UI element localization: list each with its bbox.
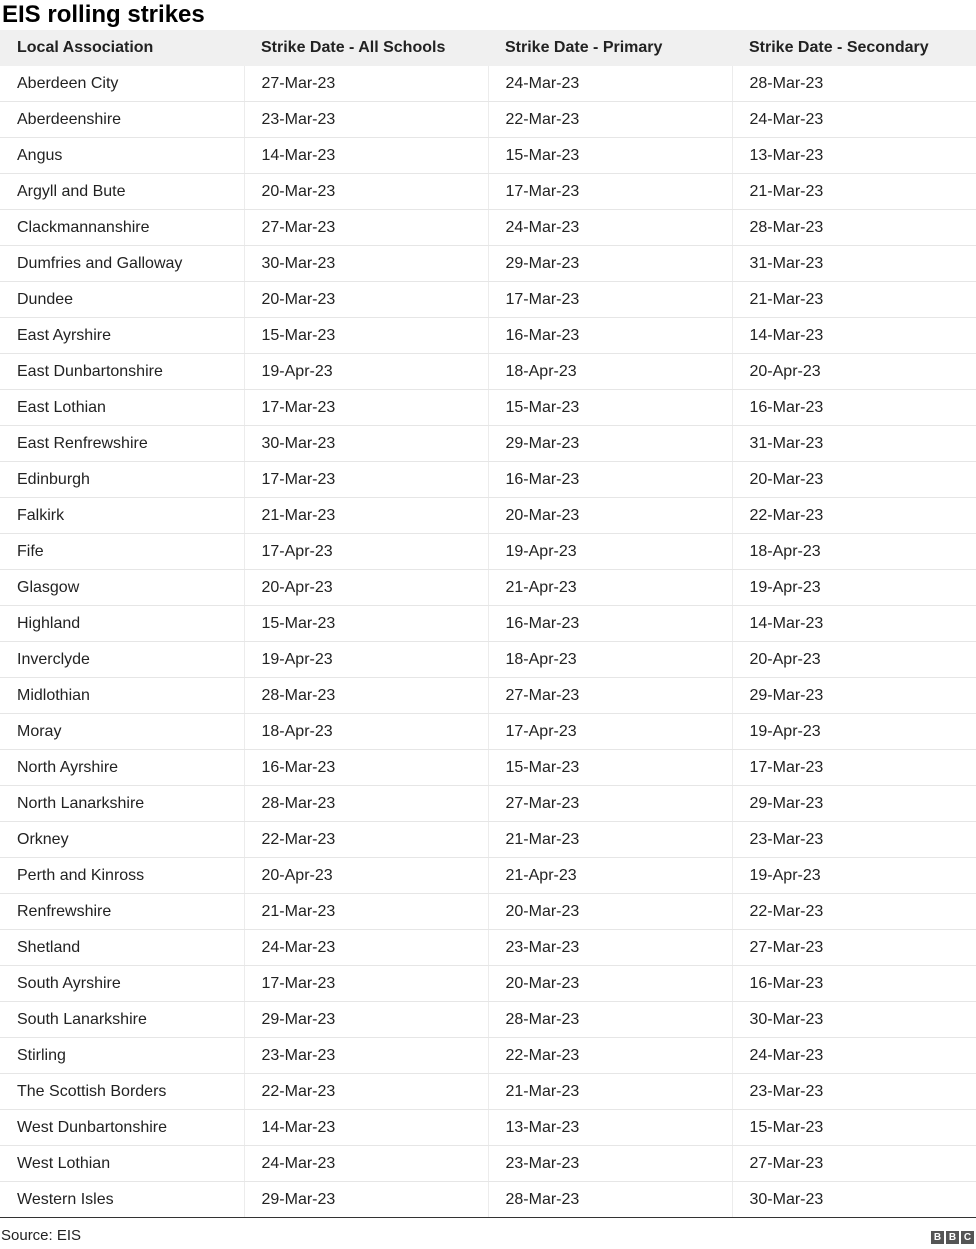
source-note: Source: EIS (1, 1227, 82, 1244)
cell-local-association: North Ayrshire (0, 750, 244, 786)
table-row (0, 498, 976, 534)
cell-primary-date: 27-Mar-23 (488, 678, 732, 714)
cell-primary-date: 16-Mar-23 (488, 462, 732, 498)
cell-all-schools-date: 24-Mar-23 (244, 1146, 488, 1182)
cell-secondary-date: 20-Apr-23 (732, 354, 976, 390)
cell-primary-date: 13-Mar-23 (488, 1110, 732, 1146)
cell-all-schools-date: 14-Mar-23 (244, 138, 488, 174)
cell-all-schools-date: 17-Mar-23 (244, 462, 488, 498)
cell-local-association: Dundee (0, 282, 244, 318)
cell-primary-date: 22-Mar-23 (488, 102, 732, 138)
cell-all-schools-date: 28-Mar-23 (244, 786, 488, 822)
table-row (0, 750, 976, 786)
cell-secondary-date: 22-Mar-23 (732, 498, 976, 534)
cell-all-schools-date: 16-Mar-23 (244, 750, 488, 786)
table-row (0, 318, 976, 354)
cell-secondary-date: 16-Mar-23 (732, 966, 976, 1002)
cell-primary-date: 17-Mar-23 (488, 174, 732, 210)
table-row (0, 1146, 976, 1182)
cell-all-schools-date: 19-Apr-23 (244, 642, 488, 678)
table-row (0, 1002, 976, 1038)
cell-all-schools-date: 20-Mar-23 (244, 282, 488, 318)
table-row (0, 1074, 976, 1110)
cell-primary-date: 21-Mar-23 (488, 1074, 732, 1110)
cell-local-association: Highland (0, 606, 244, 642)
cell-all-schools-date: 21-Mar-23 (244, 498, 488, 534)
bbc-logo (931, 1231, 974, 1244)
cell-secondary-date: 30-Mar-23 (732, 1002, 976, 1038)
table-row (0, 858, 976, 894)
table-row (0, 210, 976, 246)
logo-letter: B (931, 1231, 944, 1244)
table-row (0, 462, 976, 498)
cell-primary-date: 20-Mar-23 (488, 498, 732, 534)
cell-primary-date: 20-Mar-23 (488, 966, 732, 1002)
cell-primary-date: 28-Mar-23 (488, 1182, 732, 1218)
cell-secondary-date: 18-Apr-23 (732, 534, 976, 570)
cell-secondary-date: 14-Mar-23 (732, 318, 976, 354)
cell-local-association: Dumfries and Galloway (0, 246, 244, 282)
table-row (0, 714, 976, 750)
table-row (0, 822, 976, 858)
cell-all-schools-date: 15-Mar-23 (244, 318, 488, 354)
cell-local-association: West Dunbartonshire (0, 1110, 244, 1146)
cell-local-association: South Ayrshire (0, 966, 244, 1002)
cell-secondary-date: 29-Mar-23 (732, 786, 976, 822)
cell-secondary-date: 17-Mar-23 (732, 750, 976, 786)
logo-letter: B (946, 1231, 959, 1244)
cell-all-schools-date: 23-Mar-23 (244, 102, 488, 138)
cell-primary-date: 27-Mar-23 (488, 786, 732, 822)
cell-local-association: Perth and Kinross (0, 858, 244, 894)
cell-primary-date: 20-Mar-23 (488, 894, 732, 930)
table-row (0, 1182, 976, 1218)
strike-dates-table (0, 30, 976, 1218)
cell-primary-date: 16-Mar-23 (488, 606, 732, 642)
cell-primary-date: 24-Mar-23 (488, 66, 732, 102)
cell-primary-date: 15-Mar-23 (488, 390, 732, 426)
cell-secondary-date: 23-Mar-23 (732, 822, 976, 858)
table-row (0, 930, 976, 966)
cell-local-association: Clackmannanshire (0, 210, 244, 246)
cell-all-schools-date: 29-Mar-23 (244, 1002, 488, 1038)
table-row (0, 1038, 976, 1074)
cell-local-association: North Lanarkshire (0, 786, 244, 822)
column-header-primary[interactable]: Strike Date - Primary (488, 30, 732, 66)
cell-primary-date: 29-Mar-23 (488, 246, 732, 282)
cell-primary-date: 24-Mar-23 (488, 210, 732, 246)
cell-local-association: East Renfrewshire (0, 426, 244, 462)
cell-local-association: West Lothian (0, 1146, 244, 1182)
cell-local-association: Aberdeen City (0, 66, 244, 102)
cell-local-association: Shetland (0, 930, 244, 966)
cell-all-schools-date: 17-Apr-23 (244, 534, 488, 570)
table-row (0, 678, 976, 714)
cell-all-schools-date: 30-Mar-23 (244, 246, 488, 282)
cell-secondary-date: 27-Mar-23 (732, 930, 976, 966)
table-row (0, 786, 976, 822)
cell-local-association: Moray (0, 714, 244, 750)
cell-local-association: Fife (0, 534, 244, 570)
cell-primary-date: 21-Apr-23 (488, 570, 732, 606)
cell-secondary-date: 21-Mar-23 (732, 174, 976, 210)
cell-local-association: Glasgow (0, 570, 244, 606)
cell-secondary-date: 29-Mar-23 (732, 678, 976, 714)
cell-local-association: Falkirk (0, 498, 244, 534)
cell-local-association: Stirling (0, 1038, 244, 1074)
cell-local-association: The Scottish Borders (0, 1074, 244, 1110)
table-row (0, 102, 976, 138)
table-row (0, 966, 976, 1002)
cell-local-association: Aberdeenshire (0, 102, 244, 138)
cell-secondary-date: 28-Mar-23 (732, 210, 976, 246)
table-row (0, 606, 976, 642)
cell-all-schools-date: 29-Mar-23 (244, 1182, 488, 1218)
cell-local-association: Angus (0, 138, 244, 174)
table-row (0, 246, 976, 282)
cell-local-association: Western Isles (0, 1182, 244, 1218)
cell-secondary-date: 31-Mar-23 (732, 426, 976, 462)
cell-all-schools-date: 18-Apr-23 (244, 714, 488, 750)
table-row (0, 1110, 976, 1146)
table-row (0, 138, 976, 174)
cell-secondary-date: 27-Mar-23 (732, 1146, 976, 1182)
table-row (0, 66, 976, 102)
cell-all-schools-date: 24-Mar-23 (244, 930, 488, 966)
cell-secondary-date: 19-Apr-23 (732, 570, 976, 606)
cell-secondary-date: 16-Mar-23 (732, 390, 976, 426)
cell-all-schools-date: 30-Mar-23 (244, 426, 488, 462)
cell-primary-date: 15-Mar-23 (488, 750, 732, 786)
cell-secondary-date: 28-Mar-23 (732, 66, 976, 102)
chart-title: EIS rolling strikes (2, 1, 205, 28)
table-row (0, 174, 976, 210)
cell-all-schools-date: 28-Mar-23 (244, 678, 488, 714)
cell-all-schools-date: 15-Mar-23 (244, 606, 488, 642)
cell-all-schools-date: 17-Mar-23 (244, 966, 488, 1002)
cell-all-schools-date: 20-Mar-23 (244, 174, 488, 210)
cell-primary-date: 23-Mar-23 (488, 1146, 732, 1182)
cell-local-association: East Lothian (0, 390, 244, 426)
cell-all-schools-date: 27-Mar-23 (244, 66, 488, 102)
cell-all-schools-date: 22-Mar-23 (244, 1074, 488, 1110)
cell-local-association: Argyll and Bute (0, 174, 244, 210)
cell-secondary-date: 23-Mar-23 (732, 1074, 976, 1110)
cell-secondary-date: 22-Mar-23 (732, 894, 976, 930)
column-header-secondary[interactable]: Strike Date - Secondary (732, 30, 976, 66)
cell-all-schools-date: 23-Mar-23 (244, 1038, 488, 1074)
cell-primary-date: 22-Mar-23 (488, 1038, 732, 1074)
cell-local-association: Inverclyde (0, 642, 244, 678)
cell-primary-date: 28-Mar-23 (488, 1002, 732, 1038)
cell-secondary-date: 31-Mar-23 (732, 246, 976, 282)
cell-all-schools-date: 27-Mar-23 (244, 210, 488, 246)
cell-all-schools-date: 21-Mar-23 (244, 894, 488, 930)
cell-primary-date: 17-Mar-23 (488, 282, 732, 318)
column-header-local-association[interactable]: Local Association (0, 30, 244, 66)
cell-local-association: East Ayrshire (0, 318, 244, 354)
cell-secondary-date: 24-Mar-23 (732, 102, 976, 138)
cell-all-schools-date: 19-Apr-23 (244, 354, 488, 390)
table-row (0, 534, 976, 570)
cell-all-schools-date: 17-Mar-23 (244, 390, 488, 426)
logo-letter: C (961, 1231, 974, 1244)
table-row (0, 390, 976, 426)
cell-secondary-date: 21-Mar-23 (732, 282, 976, 318)
cell-secondary-date: 19-Apr-23 (732, 714, 976, 750)
cell-primary-date: 23-Mar-23 (488, 930, 732, 966)
cell-primary-date: 21-Apr-23 (488, 858, 732, 894)
cell-all-schools-date: 20-Apr-23 (244, 570, 488, 606)
cell-local-association: Edinburgh (0, 462, 244, 498)
table-row (0, 642, 976, 678)
cell-secondary-date: 20-Apr-23 (732, 642, 976, 678)
table-row (0, 282, 976, 318)
cell-primary-date: 18-Apr-23 (488, 354, 732, 390)
cell-local-association: Renfrewshire (0, 894, 244, 930)
cell-secondary-date: 15-Mar-23 (732, 1110, 976, 1146)
cell-local-association: Orkney (0, 822, 244, 858)
table-row (0, 354, 976, 390)
cell-secondary-date: 19-Apr-23 (732, 858, 976, 894)
cell-secondary-date: 13-Mar-23 (732, 138, 976, 174)
cell-primary-date: 19-Apr-23 (488, 534, 732, 570)
table-row (0, 426, 976, 462)
cell-primary-date: 21-Mar-23 (488, 822, 732, 858)
cell-secondary-date: 24-Mar-23 (732, 1038, 976, 1074)
cell-local-association: East Dunbartonshire (0, 354, 244, 390)
cell-local-association: Midlothian (0, 678, 244, 714)
cell-primary-date: 15-Mar-23 (488, 138, 732, 174)
cell-primary-date: 17-Apr-23 (488, 714, 732, 750)
cell-secondary-date: 30-Mar-23 (732, 1182, 976, 1218)
cell-all-schools-date: 20-Apr-23 (244, 858, 488, 894)
cell-local-association: South Lanarkshire (0, 1002, 244, 1038)
table-header (0, 30, 976, 66)
cell-secondary-date: 20-Mar-23 (732, 462, 976, 498)
cell-all-schools-date: 22-Mar-23 (244, 822, 488, 858)
table-row (0, 894, 976, 930)
cell-primary-date: 18-Apr-23 (488, 642, 732, 678)
column-header-all-schools[interactable]: Strike Date - All Schools (244, 30, 488, 66)
cell-primary-date: 16-Mar-23 (488, 318, 732, 354)
header-row (0, 30, 976, 66)
cell-primary-date: 29-Mar-23 (488, 426, 732, 462)
cell-all-schools-date: 14-Mar-23 (244, 1110, 488, 1146)
table-body (0, 66, 976, 1218)
table-row (0, 570, 976, 606)
cell-secondary-date: 14-Mar-23 (732, 606, 976, 642)
